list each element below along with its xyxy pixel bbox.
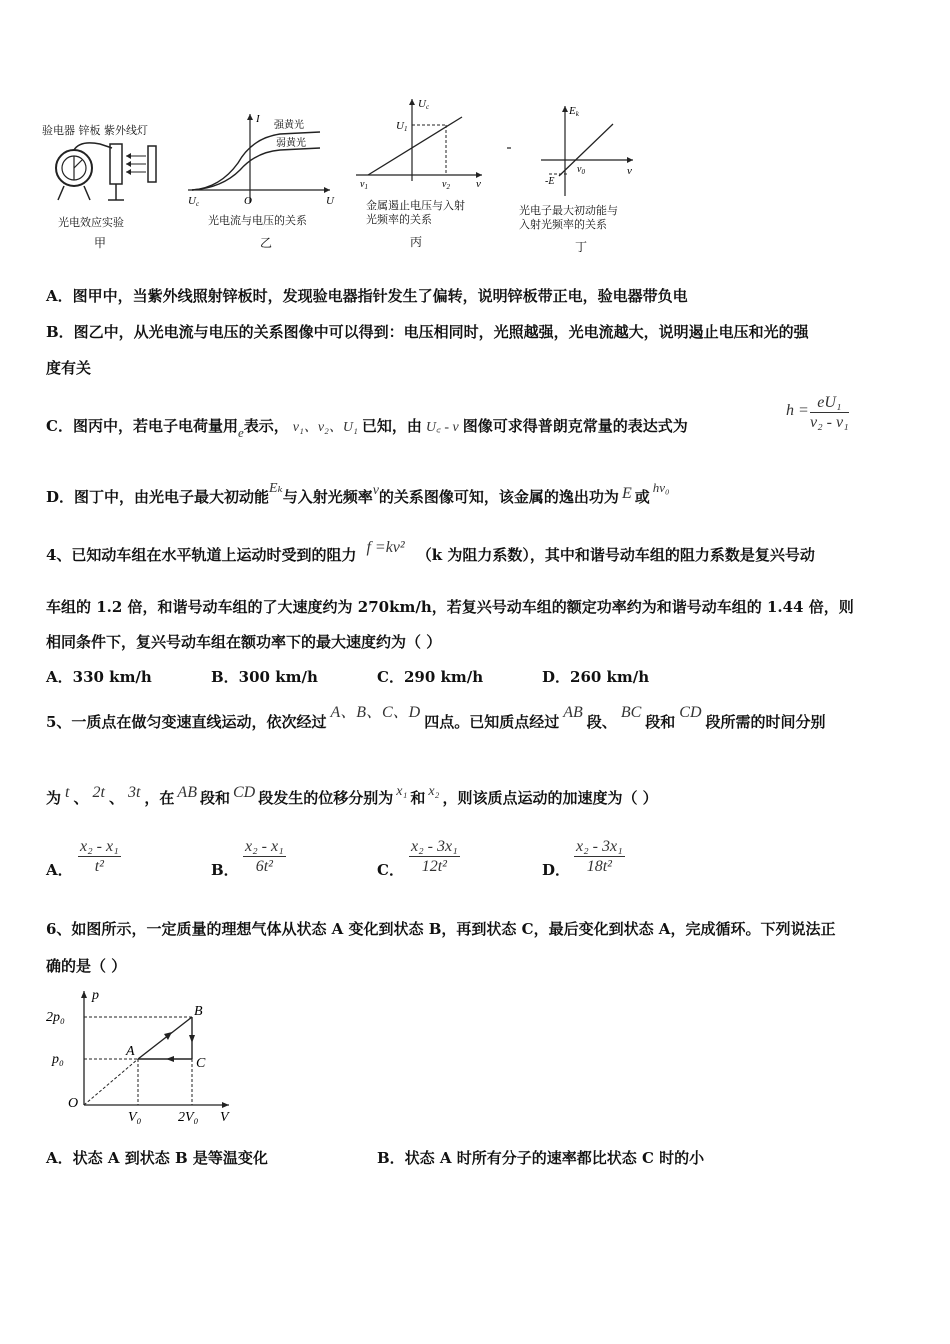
q5-l2-mid1: ，在 xyxy=(144,789,175,807)
q3-c-graph: U꜀ - ν xyxy=(425,420,459,435)
bing-label: 丙 xyxy=(410,235,423,249)
bing-caption-1: 金属遏止电压与入射 xyxy=(366,199,465,212)
figure-bing xyxy=(350,95,490,260)
q4-option-a: A．330 km/h xyxy=(46,668,152,686)
q5-option-b-frac xyxy=(243,838,286,877)
q3-d-e: E xyxy=(621,485,632,502)
jia-label: 甲 xyxy=(94,236,107,250)
q4-pre: 4、已知动车组在水平轨道上运动时受到的阻力 xyxy=(46,546,357,564)
q5-d-num: x₂ - 3x₁ xyxy=(576,838,623,855)
q5-d-den: 18t² xyxy=(586,858,612,875)
q5-post: 段所需的时间分别 xyxy=(705,713,826,731)
ding-graph xyxy=(505,100,645,200)
bing-v1: $\nu_1$ xyxy=(360,179,368,191)
q3-d-nu: ν xyxy=(372,483,379,498)
ding-label: 丁 xyxy=(575,240,588,254)
q6-point-b: B xyxy=(194,1004,203,1019)
q3-option-b-line1: B．图乙中，从光电流与电压的关系图像中可以得到：电压相同时，光照越强，光电流越大，说明遏止电压和光的强 xyxy=(46,323,809,341)
q3-option-a: A．图甲中，当紫外线照射锌板时，发现验电器指针发生了偏转，说明锌板带正电，验电器带负电 xyxy=(46,287,688,305)
q3-option-d xyxy=(46,480,670,509)
q3-c-vars: ν₁、ν₂、U₁ xyxy=(292,420,358,435)
q6-v0: V₀ xyxy=(128,1110,142,1125)
bing-v2: $\nu_2$ xyxy=(442,179,450,191)
q5-option-a-frac xyxy=(78,838,121,877)
bing-caption-2: 光频率的关系 xyxy=(366,213,432,226)
q4-post: （k 为阻力系数），其中和谐号动车组的阻力系数是复兴号动 xyxy=(416,546,815,564)
q6-axis-p: p xyxy=(92,988,99,1003)
q5-x2: x₂ xyxy=(428,784,440,799)
figure-ding xyxy=(505,100,650,260)
q3-c-mid1: 表示， xyxy=(243,417,289,435)
q6-2p0: 2p₀ xyxy=(46,1010,65,1025)
yi-graph xyxy=(180,108,340,208)
q5-l2-and: 和 xyxy=(410,789,426,807)
jia-top-labels: 验电器 锌板 紫外线灯 xyxy=(42,124,148,137)
q3-d-ek: Eₖ xyxy=(269,481,283,496)
yi-uc-label: Uc xyxy=(188,195,200,208)
ding-axis-y: Ek xyxy=(569,105,579,118)
bing-axis-y: Uc xyxy=(418,98,430,111)
q6-option-b: B．状态 A 时所有分子的速率都比状态 C 时的小 xyxy=(377,1149,705,1167)
q5-t3: 3t xyxy=(127,784,141,801)
ding-axis-x: ν xyxy=(627,165,632,177)
q6-point-c: C xyxy=(196,1056,206,1071)
q5-line1 xyxy=(46,704,826,733)
q5-c-num: x₂ - 3x₁ xyxy=(411,838,458,855)
q4-option-b: B．300 km/h xyxy=(211,668,318,686)
q3-c-den: ν₂ - ν₁ xyxy=(810,414,849,431)
q5-sep1: 、 xyxy=(73,789,89,807)
q5-cd2: CD xyxy=(232,784,256,801)
q6-2v0: 2V₀ xyxy=(178,1110,199,1125)
q5-option-c-frac xyxy=(409,838,460,877)
q5-x1: x₁ xyxy=(396,784,408,799)
q5-b-num: x₂ - x₁ xyxy=(245,838,284,855)
q5-line2 xyxy=(46,784,658,810)
q3-d-hv: hν₀ xyxy=(652,480,670,495)
bing-axis-x: ν xyxy=(476,178,481,190)
q4-option-d: D．260 km/h xyxy=(542,668,650,686)
q3-c-lhs: h = xyxy=(786,402,809,419)
q5-l2-mid2: 段和 xyxy=(199,789,230,807)
q4-line2: 车组的 1.2 倍，和谐号动车组的了大速度约为 270km/h，若复兴号动车组的额定功率约为和谐号动车组的 1.44 倍，则 xyxy=(46,598,854,616)
q5-mid3: 段和 xyxy=(645,713,676,731)
q6-origin: O xyxy=(68,1096,79,1111)
figure-yi xyxy=(180,108,340,258)
q3-d-or: 或 xyxy=(634,488,650,506)
bing-u1: U1 xyxy=(396,120,408,133)
q3-c-mid3: 图像可求得普朗克常量的表达式为 xyxy=(462,417,688,435)
q5-mid2: 段、 xyxy=(586,713,617,731)
q5-t1: t xyxy=(65,784,70,801)
q6-axis-v: V xyxy=(220,1110,229,1125)
q5-option-b-label: B． xyxy=(211,861,239,879)
q5-l2-mid3: 段发生的位移分别为 xyxy=(258,789,394,807)
q5-a-num: x₂ - x₁ xyxy=(80,838,119,855)
ding-neg-e: -E xyxy=(545,176,555,187)
q6-pv-diagram xyxy=(44,985,244,1135)
q5-t2: 2t xyxy=(92,784,105,801)
yi-origin: O xyxy=(244,195,252,207)
q3-option-c xyxy=(46,416,688,438)
q5-option-c-label: C． xyxy=(377,861,404,879)
q5-cd: CD xyxy=(679,704,702,721)
q5-mid1: 四点。已知质点经过 xyxy=(424,713,560,731)
q4-line1 xyxy=(46,539,815,566)
ding-caption-1: 光电子最大初动能与 xyxy=(519,204,618,217)
q6-point-a: A xyxy=(126,1044,135,1059)
q5-ab: AB xyxy=(563,704,583,721)
figure-jia xyxy=(40,118,170,258)
q3-d-pre: D．图丁中，由光电子最大初动能 xyxy=(46,488,270,506)
bing-graph xyxy=(350,95,490,191)
q5-sep2: 、 xyxy=(108,789,124,807)
q5-a-den: t² xyxy=(94,858,104,875)
q6-line2: 确的是（ ） xyxy=(46,957,127,975)
q5-bc: BC xyxy=(620,704,642,721)
yi-weak-label: 弱黄光 xyxy=(276,138,306,149)
q3-c-pre: C．图丙中，若电子电荷量用 xyxy=(46,417,238,435)
q5-option-a-label: A． xyxy=(46,861,73,879)
q3-c-fraction xyxy=(810,394,849,433)
yi-axis-x: U xyxy=(326,195,334,207)
q5-points: A、B、C、D xyxy=(330,704,421,721)
q5-l2-pre: 为 xyxy=(46,789,62,807)
q3-option-b-line2: 度有关 xyxy=(46,359,92,377)
q5-ab2: AB xyxy=(177,784,197,801)
yi-label: 乙 xyxy=(260,236,273,250)
q3-d-mid1: 与入射光频率 xyxy=(282,488,373,506)
q6-p0: p₀ xyxy=(52,1052,64,1067)
yi-axis-y: I xyxy=(256,113,260,125)
ding-caption-2: 入射光频率的关系 xyxy=(519,218,607,231)
q5-b-den: 6t² xyxy=(255,858,273,875)
ding-v0: $\nu_0$ xyxy=(577,164,585,176)
yi-strong-label: 强黄光 xyxy=(274,120,304,131)
q3-c-num: eU₁ xyxy=(810,394,849,413)
q4-line3: 相同条件下，复兴号动车组在额功率下的最大速度约为（ ） xyxy=(46,633,442,651)
q4-formula: f =kv² xyxy=(366,539,405,556)
q3-c-mid2: 已知，由 xyxy=(361,417,422,435)
q3-c-e: e xyxy=(237,425,244,440)
q4-option-c: C．290 km/h xyxy=(377,668,484,686)
jia-caption: 光电效应实验 xyxy=(58,216,124,229)
q5-option-d-label: D． xyxy=(542,861,571,879)
q6-option-a: A．状态 A 到状态 B 是等温变化 xyxy=(46,1149,268,1167)
q5-c-den: 12t² xyxy=(421,858,447,875)
q5-option-d-frac xyxy=(574,838,625,877)
q3-d-mid2: 的关系图像可知，该金属的逸出功为 xyxy=(378,488,619,506)
q6-line1: 6、如图所示，一定质量的理想气体从状态 A 变化到状态 B，再到状态 C，最后变化到状态 A，完成循环。下列说法正 xyxy=(46,920,836,938)
q5-l2-post: ，则该质点运动的加速度为（ ） xyxy=(442,789,658,807)
yi-caption: 光电流与电压的关系 xyxy=(208,214,307,227)
q5-pre: 5、一质点在做匀变速直线运动，依次经过 xyxy=(46,713,327,731)
